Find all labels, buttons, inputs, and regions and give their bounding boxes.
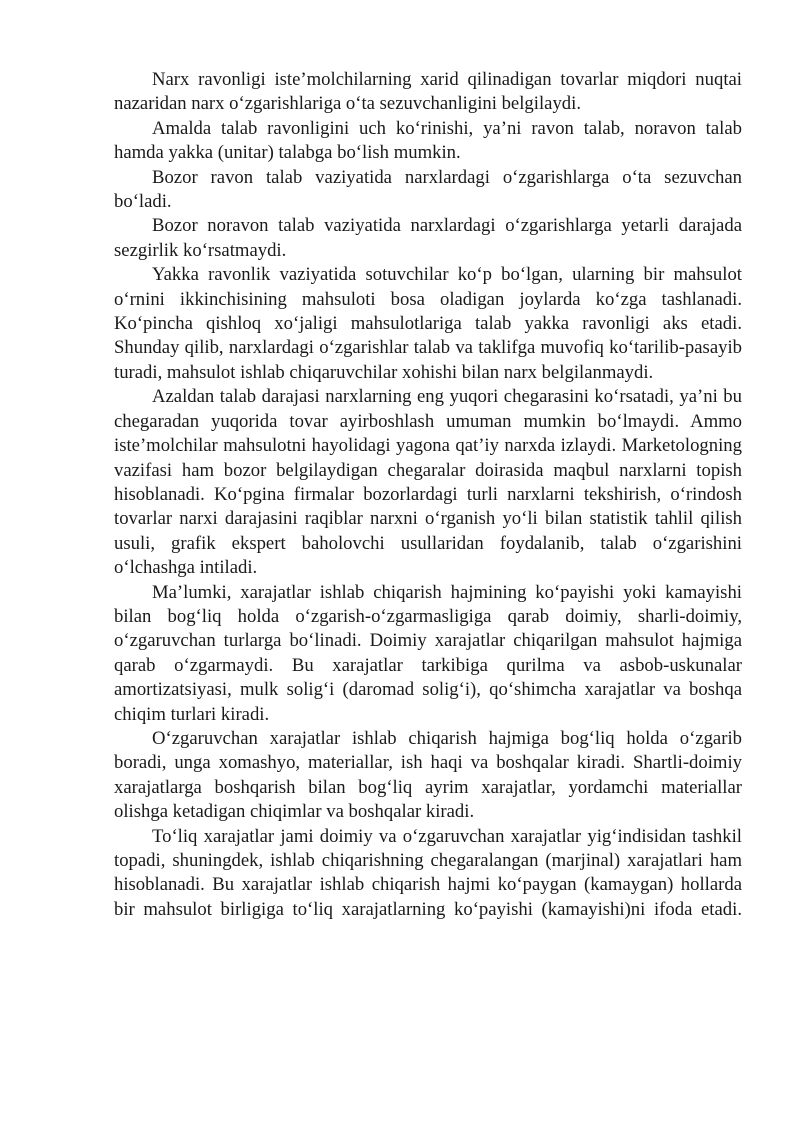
paragraph-8: O‘zgaruvchan xarajatlar ishlab chiqarish hajmiga bog‘liq holda o‘zgarib boradi, unga xomashyo, materiallar, ish haqi va boshqalar kiradi. Shartli-doimiy xarajatlarga boshqarish bilan bog‘liq ayrim xarajatlar, yordamchi materiallar olishga ketadigan chiqimlar va boshqalar kiradi. — [114, 727, 742, 823]
paragraph-7: Ma’lumki, xarajatlar ishlab chiqarish hajmining ko‘payishi yoki kamayishi bilan bog‘liq holda o‘zgarish-o‘zgarmasligiga qarab doimiy, sharli-doimiy, o‘zgaruvchan turlarga bo‘linadi. Doimiy xarajatlar chiqarilgan mahsulot hajmiga qarab o‘zgarmaydi. Bu xarajatlar tarkibiga qurilma va asbob-uskunalar amortizatsiyasi, mulk solig‘i (daromad solig‘i), qo‘shimcha xarajatlar va boshqa chiqim turlari kiradi. — [114, 581, 742, 725]
paragraph-5: Yakka ravonlik vaziyatida sotuvchilar ko‘p bo‘lgan, ularning bir mahsulot o‘rnini ikkinchisining mahsuloti bosa oladigan joylarda ko‘zga tashlanadi. Ko‘pincha qishloq xo‘jaligi mahsulotlariga talab yakka ravonligi aks etadi. Shunday qilib, narxlardagi o‘zgarishlar talab va taklifga muvofiq ko‘tarilib-pasayib turadi, mahsulot ishlab chiqaruvchilar xohishi bilan narx belgilanmaydi. — [114, 264, 742, 383]
paragraph-3: Bozor ravon talab vaziyatida narxlardagi o‘zgarishlarga o‘ta sezuvchan bo‘ladi. — [114, 166, 742, 213]
paragraph-1: Narx ravonligi iste’molchilarning xarid qilinadigan tovarlar miqdori nuqtai nazaridan narx o‘zgarishlariga o‘ta sezuvchanligini belgilaydi. — [114, 69, 742, 115]
paragraph-4: Bozor noravon talab vaziyatida narxlardagi o‘zgarishlarga yetarli darajada sezgirlik ko‘rsatmaydi. — [114, 215, 742, 261]
paragraph-2: Amalda talab ravonligini uch ko‘rinishi, ya’ni ravon talab, noravon talab hamda yakka (unitar) talabga bo‘lish mumkin. — [114, 117, 742, 164]
document-page — [114, 68, 742, 922]
paragraph-9: To‘liq xarajatlar jami doimiy va o‘zgaruvchan xarajatlar yig‘indisidan tashkil topadi, shuningdek, ishlab chiqarishning chegaralangan (marjinal) xarajatlari ham hisoblanadi. Bu xarajatlar ishlab chiqarish hajmi ko‘paygan (kamaygan) hollarda bir mahsulot birligiga to‘liq xarajatlarning ko‘payishi (kamayishi)ni ifoda etadi. — [114, 825, 742, 920]
paragraph-6: Azaldan talab darajasi narxlarning eng yuqori chegarasini ko‘rsatadi, ya’ni bu chegaradan yuqorida tovar ayirboshlash umuman mumkin bo‘lmaydi. Ammo iste’molchilar mahsulotni hayolidagi yagona qat’iy narxda izlaydi. Marketologning vazifasi ham bozor belgilaydigan chegaralar doirasida maqbul narxlarni topish hisoblanadi. Ko‘pgina firmalar bozorlardagi turli narxlarni tekshirish, o‘rindosh tovarlar narxi darajasini raqiblar narxni o‘rganish yo‘li bilan statistik tahlil qilish usuli, grafik ekspert baholovchi usullaridan foydalanib, talab o‘zgarishini o‘lchashga intiladi. — [114, 386, 742, 579]
